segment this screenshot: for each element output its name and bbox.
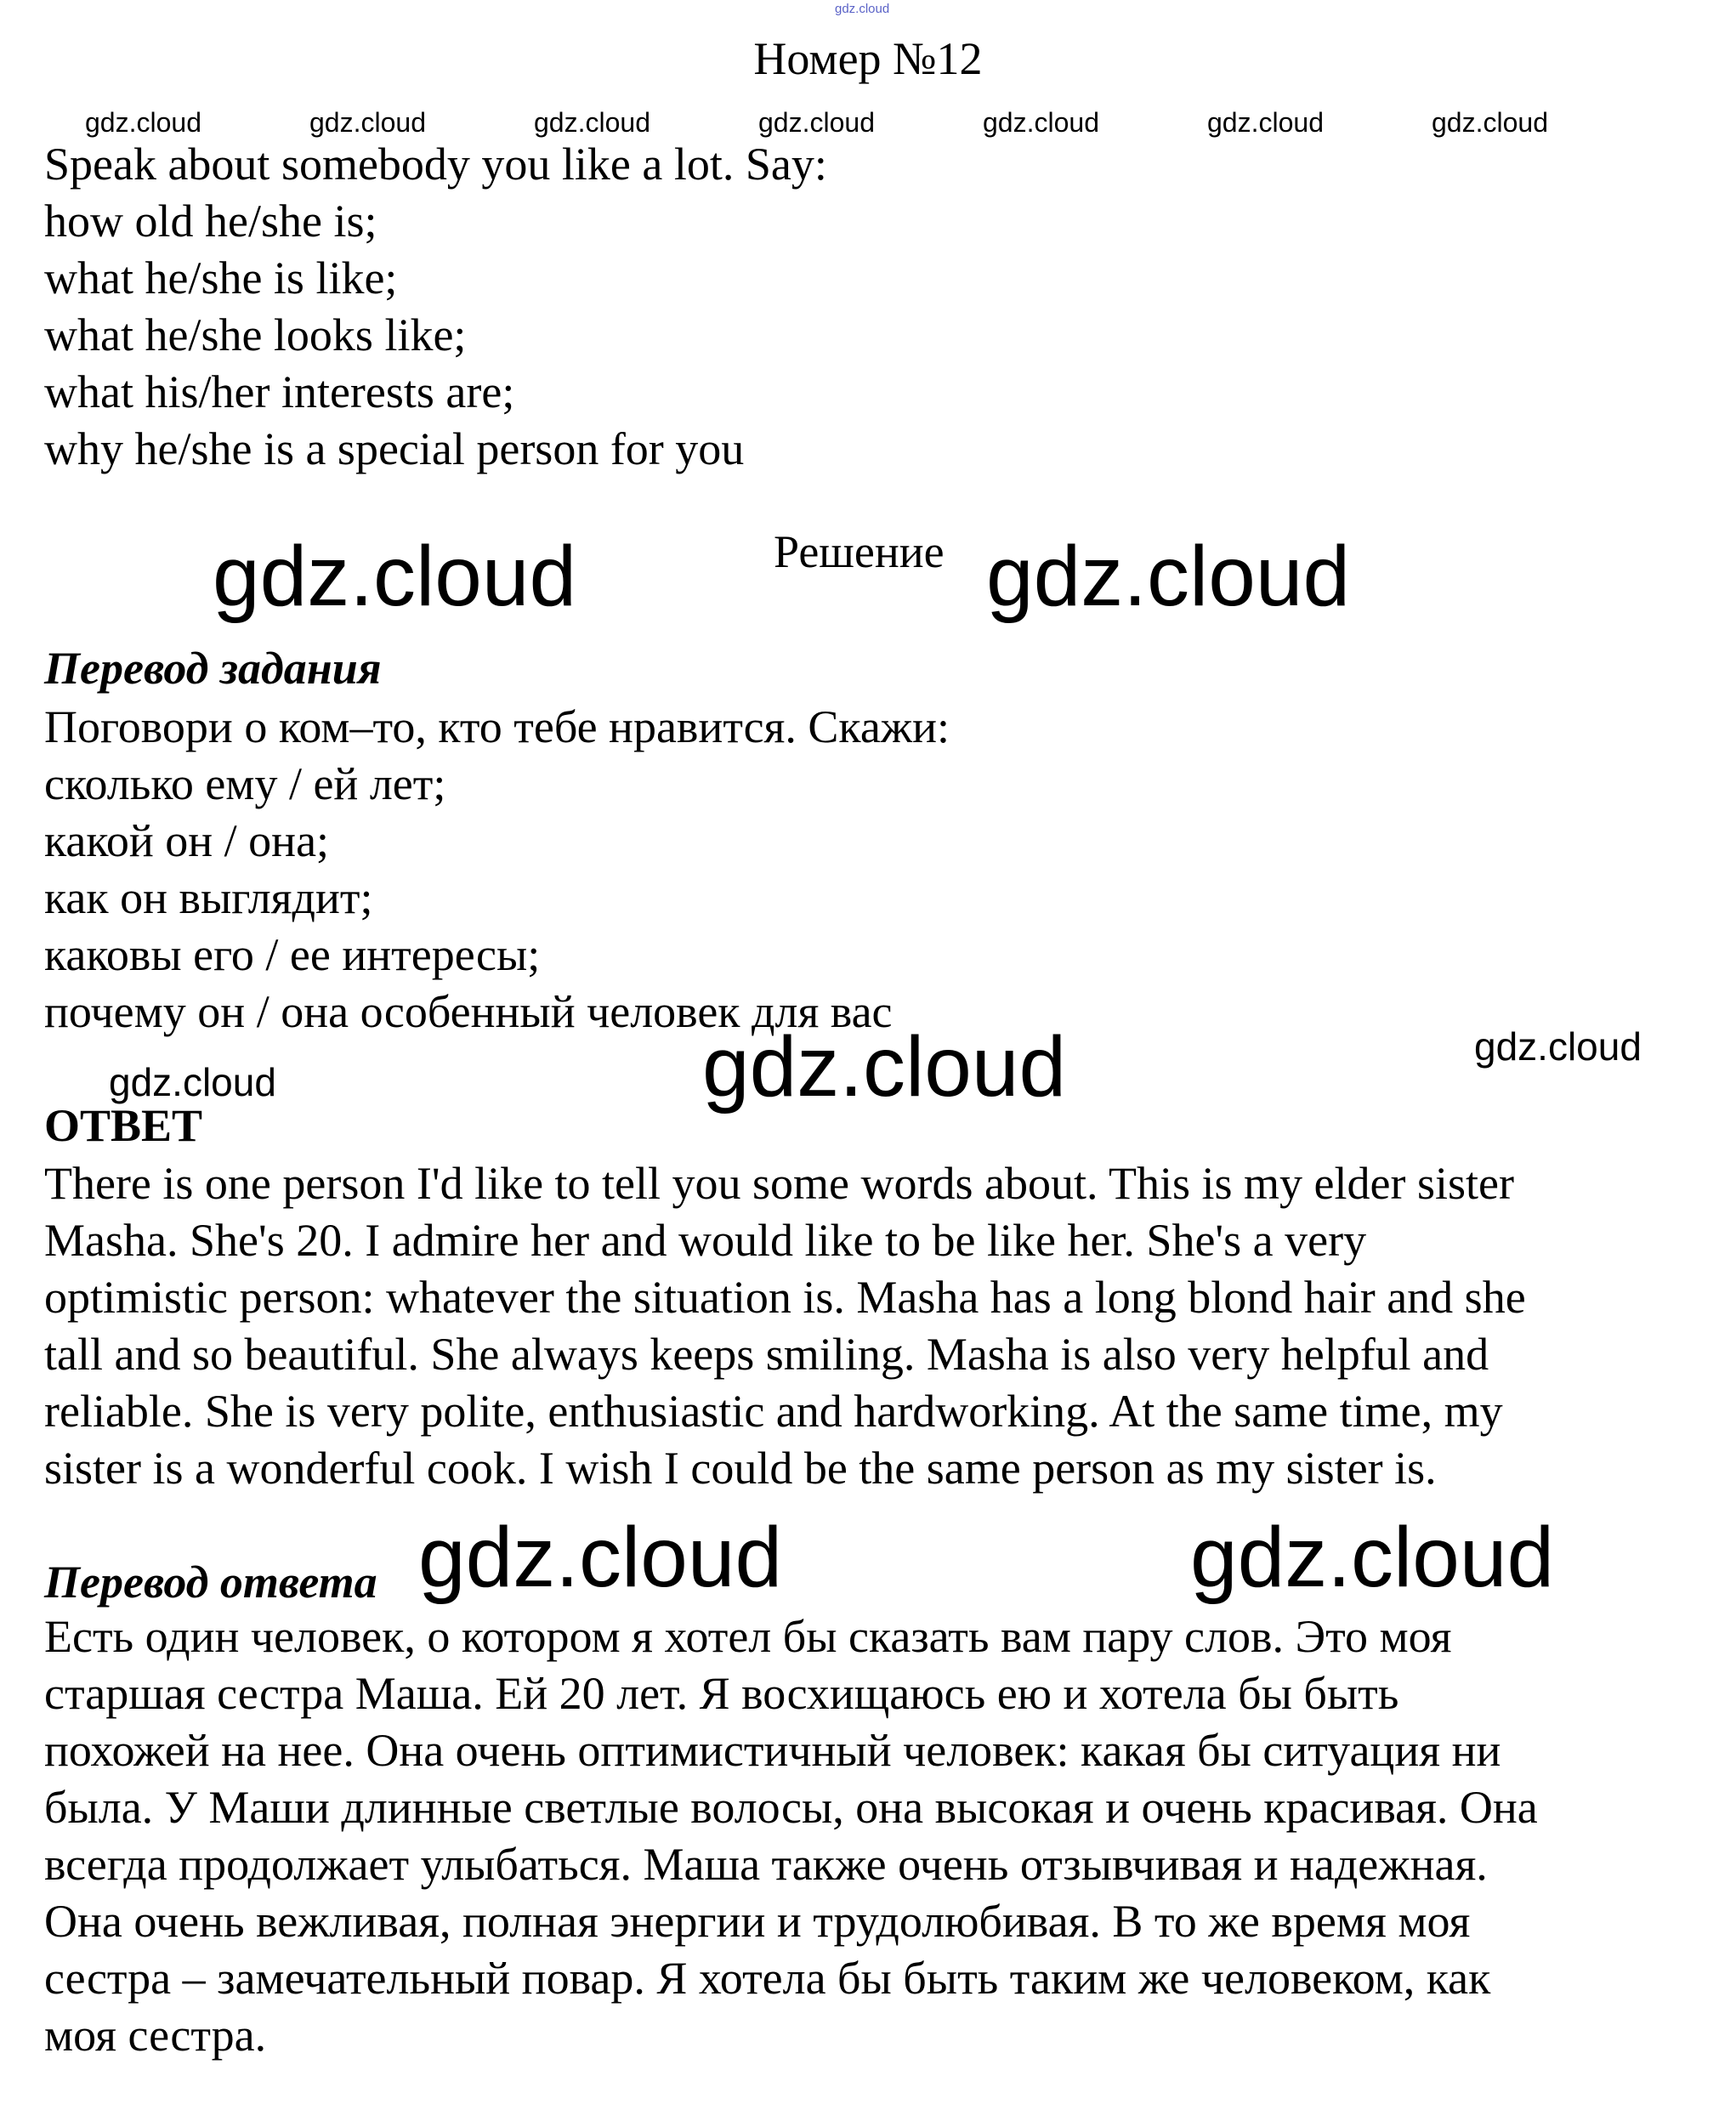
watermark: gdz.cloud: [85, 107, 201, 138]
task-line: what his/her interests are;: [44, 366, 515, 417]
task-line: Speak about somebody you like a lot. Say:: [44, 139, 827, 190]
watermark: gdz.cloud: [309, 107, 426, 138]
answer-translation-line: моя сестра.: [44, 2010, 267, 2061]
watermark: gdz.cloud: [758, 107, 875, 138]
answer-line: optimistic person: whatever the situation is. Masha has a long blond hair and she: [44, 1272, 1526, 1323]
task-translation-line: почему он / она особенный человек для вас: [44, 986, 893, 1037]
answer-translation-line: Есть один человек, о котором я хотел бы сказать вам пару слов. Это моя: [44, 1611, 1452, 1662]
page-title: Номер №12: [753, 33, 983, 84]
task-translation-line: каковы его / ее интересы;: [44, 929, 541, 980]
watermark-medium: gdz.cloud: [1474, 1024, 1642, 1069]
answer-translation-line: Она очень вежливая, полная энергии и трудолюбивая. В то же время моя: [44, 1896, 1471, 1947]
watermark: gdz.cloud: [983, 107, 1099, 138]
watermark-large: gdz.cloud: [418, 1510, 783, 1605]
watermark-large: gdz.cloud: [1190, 1510, 1555, 1605]
answer-text: [44, 1155, 1526, 1497]
answer-line: reliable. She is very polite, enthusiastic and hardworking. At the same time, my: [44, 1386, 1503, 1437]
answer-line: tall and so beautiful. She always keeps smiling. Masha is also very helpful and: [44, 1329, 1489, 1380]
answer-translation-text: [44, 1608, 1538, 2064]
task-translation-line: как он выглядит;: [44, 872, 373, 923]
answer-translation-line: была. У Маши длинные светлые волосы, она высокая и очень красивая. Она: [44, 1782, 1538, 1833]
top-watermark: gdz.cloud: [835, 2, 890, 16]
task-translation-text: [44, 699, 950, 1041]
watermark-medium: gdz.cloud: [109, 1060, 276, 1104]
answer-line: There is one person I'd like to tell you some words about. This is my elder sister: [44, 1158, 1514, 1209]
answer-line: sister is a wonderful cook. I wish I could be the same person as my sister is.: [44, 1443, 1437, 1494]
watermark: gdz.cloud: [534, 107, 650, 138]
answer-translation-line: похожей на нее. Она очень оптимистичный человек: какая бы ситуация ни: [44, 1725, 1501, 1776]
task-line: how old he/she is;: [44, 196, 377, 247]
task-text: [44, 136, 827, 478]
task-line: why he/she is a special person for you: [44, 423, 745, 474]
answer-translation-heading: Перевод ответа: [44, 1557, 377, 1608]
task-translation-line: какой он / она;: [44, 815, 330, 866]
answer-heading: ОТВЕТ: [44, 1100, 203, 1151]
answer-translation-line: старшая сестра Маша. Ей 20 лет. Я восхищаюсь ею и хотела бы быть: [44, 1668, 1399, 1719]
watermark: gdz.cloud: [1207, 107, 1324, 138]
answer-translation-line: сестра – замечательный повар. Я хотела бы быть таким же человеком, как: [44, 1953, 1491, 2004]
watermark-large: gdz.cloud: [986, 529, 1351, 624]
task-translation-line: сколько ему / ей лет;: [44, 758, 446, 809]
answer-line: Masha. She's 20. I admire her and would like to be like her. She's a very: [44, 1215, 1367, 1266]
task-translation-line: Поговори о ком–то, кто тебе нравится. Скажи:: [44, 701, 950, 752]
task-line: what he/she looks like;: [44, 309, 467, 360]
watermark-large: gdz.cloud: [702, 1019, 1067, 1114]
watermark-large: gdz.cloud: [213, 529, 577, 624]
answer-translation-line: всегда продолжает улыбаться. Маша также очень отзывчивая и надежная.: [44, 1839, 1488, 1890]
solution-label: Решение: [774, 526, 945, 577]
task-line: what he/she is like;: [44, 252, 398, 303]
task-translation-heading: Перевод задания: [44, 643, 382, 694]
watermark: gdz.cloud: [1432, 107, 1548, 138]
